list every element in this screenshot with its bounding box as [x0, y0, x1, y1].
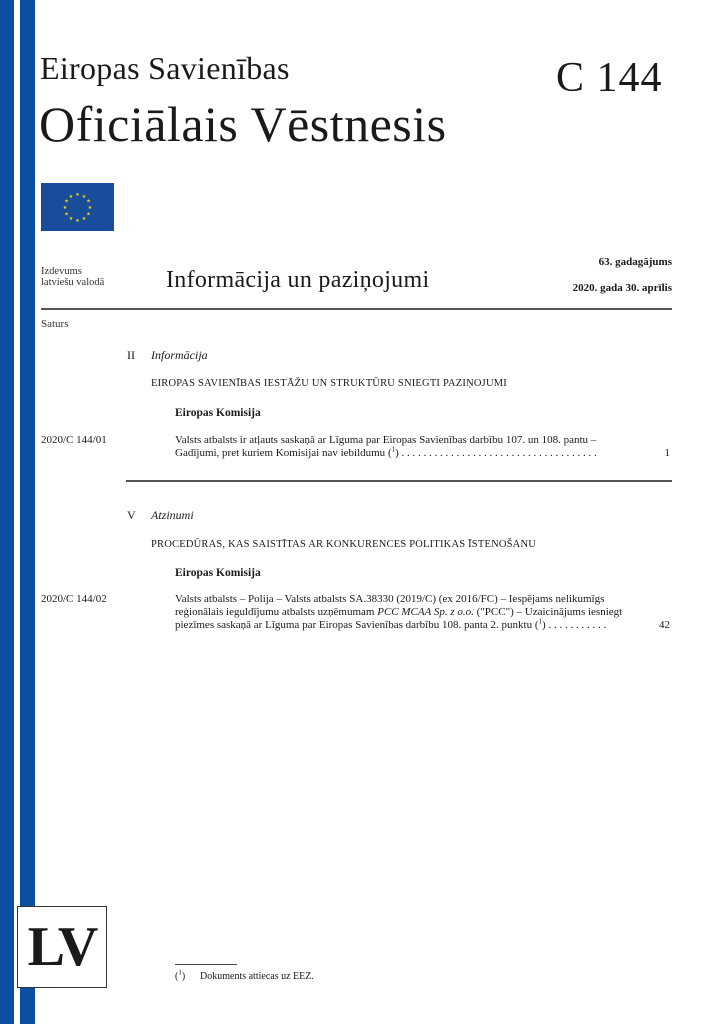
svg-text:★: ★ [68, 216, 74, 222]
issue-number: C 144 [556, 55, 663, 101]
edition-line2: latviešu valodā [41, 277, 105, 288]
journal-title-line2: Oficiālais Vēstnesis [39, 96, 447, 152]
entry-page-number[interactable]: 42 [659, 619, 670, 631]
language-code: LV [27, 916, 97, 978]
svg-text:★: ★ [81, 216, 87, 222]
section-subtitle: EIROPAS SAVIENĪBAS IESTĀŽU UN STRUKTŪRU SNIEGTI PAZIŅOJUMI [151, 378, 507, 389]
left-blue-bar-inner [20, 0, 35, 1024]
dot-leader: . . . . . . . . . . . [545, 619, 607, 631]
toc-entry[interactable] [175, 434, 643, 460]
year-volume: 63. gadagājums [598, 256, 672, 268]
footnote-marker: ($^1$) [175, 968, 186, 982]
section-title: Informācija [151, 348, 208, 362]
language-badge [17, 906, 107, 988]
section-number: II [127, 348, 135, 362]
svg-text:★: ★ [86, 198, 91, 205]
entry-line1: Valsts atbalsts ir atļauts saskaņā ar Līguma par Eiropas Savienības darbību 107. un 108. pantu – [175, 434, 597, 446]
entry-line1: Valsts atbalsts – Polija – Valsts atbalsts SA.38330 (2019/C) (ex 2016/FC) – Iespējams nelikumīgs [175, 593, 605, 605]
journal-title-line1: Eiropas Savienības [40, 50, 290, 86]
svg-text:★: ★ [68, 194, 74, 200]
footnote-text: Dokuments attiecas uz EEZ. [200, 971, 314, 982]
left-blue-bar-outer [0, 0, 14, 1024]
entry-page-number[interactable]: 1 [664, 447, 670, 459]
entry-reference: 2020/C 144/01 [41, 434, 107, 446]
issue-date: 2020. gada 30. aprīlis [572, 282, 672, 294]
toc-entry[interactable] [175, 593, 643, 632]
entry-line3: piezīmes saskaņā ar Līguma par Eiropas Savienības darbību 108. panta 2. punktu ($^1$) . . . . . . . . . . . [175, 617, 607, 631]
footnote-divider [175, 964, 237, 965]
svg-text:★: ★ [64, 211, 69, 218]
header-divider [41, 308, 672, 310]
edition-language [41, 266, 104, 288]
section-author: Eiropas Komisija [175, 567, 261, 579]
section-divider [126, 480, 672, 482]
section-number: V [127, 508, 136, 522]
contents-label: Saturs [41, 318, 69, 330]
svg-text:★: ★ [75, 218, 80, 224]
entry-line2: Gadījumi, pret kuriem Komisijai nav iebildumu ($^1$) . . . . . . . . . . . . . . . . . . . . . . . . . . . . . . . . . . . . [175, 445, 597, 459]
eu-flag-icon [41, 183, 114, 231]
edition-line1: Izdevums [41, 266, 82, 277]
section-title: Atzinumi [151, 508, 194, 522]
entry-reference: 2020/C 144/02 [41, 593, 107, 605]
series-title: Informācija un paziņojumi [166, 267, 430, 293]
svg-text:★: ★ [86, 211, 91, 218]
section-subtitle: PROCEDŪRAS, KAS SAISTĪTAS AR KONKURENCES POLITIKAS ĪSTENOŠANU [151, 539, 537, 550]
dot-leader: . . . . . . . . . . . . . . . . . . . . . . . . . . . . . . . . . . . . [398, 447, 597, 459]
entry-line2: reģionālais ieguldījumu atbalsts uzņēmumam PCC MCAA Sp. z o.o. ("PCC") – Uzaicinājums iesniegt [175, 606, 623, 618]
svg-text:★: ★ [62, 205, 68, 211]
svg-text:★: ★ [75, 192, 80, 198]
svg-text:★: ★ [64, 198, 69, 205]
section-author: Eiropas Komisija [175, 407, 261, 419]
svg-text:★: ★ [81, 194, 87, 200]
svg-text:★: ★ [87, 205, 93, 211]
